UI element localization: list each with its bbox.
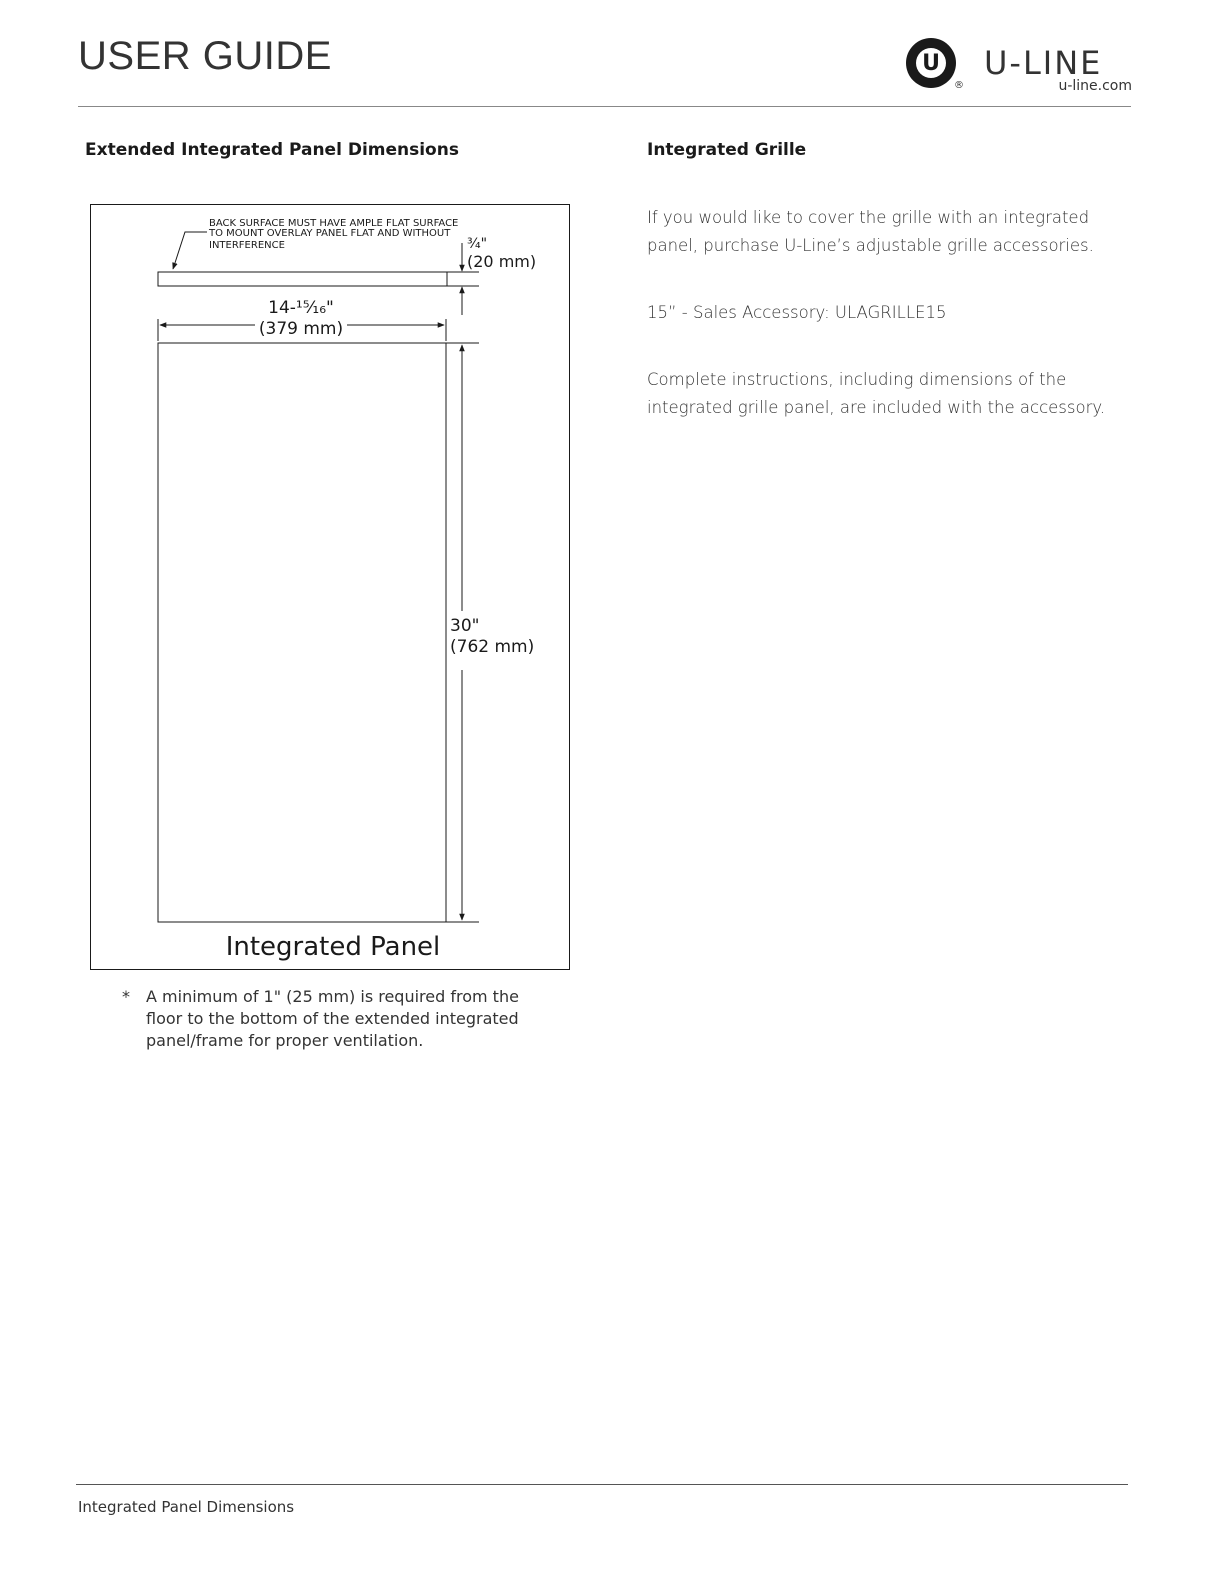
thickness-mm-label: (20 mm) (467, 252, 537, 271)
u-line-logo-icon (906, 38, 956, 88)
width-mm-label: (379 mm) (258, 319, 344, 339)
mounting-note-line-2: TO MOUNT OVERLAY PANEL FLAT AND WITHOUT (209, 228, 451, 239)
mounting-note-line-1: BACK SURFACE MUST HAVE AMPLE FLAT SURFACE (209, 218, 459, 229)
panel-dimension-diagram (91, 205, 569, 969)
brand-url: u-line.com (1058, 78, 1132, 94)
width-inches-label: 14-¹⁵⁄₁₆" (268, 298, 334, 318)
brand-logo (904, 36, 1136, 96)
panel-dimension-figure (90, 204, 570, 970)
logo-letter: U (922, 51, 940, 76)
footer-section-label: Integrated Panel Dimensions (78, 1498, 295, 1516)
footnote-text: A minimum of 1" (25 mm) is required from the floor to the bottom of the extended integrated panel/frame for proper ventilation. (146, 987, 519, 1050)
note-leader-arrow (173, 232, 207, 269)
registered-mark: ® (954, 80, 964, 91)
section-heading-panel-dimensions: Extended Integrated Panel Dimensions (85, 140, 459, 160)
footnote-marker: * (122, 987, 130, 1006)
instructions-paragraph: Complete instructions, including dimensions of the integrated grille panel, are included with the accessory. (647, 370, 1106, 417)
height-mm-label: (762 mm) (450, 637, 535, 657)
header-divider (78, 106, 1131, 107)
grille-intro-paragraph: If you would like to cover the grille with an integrated panel, purchase U-Line’s adjustable grille accessories. (647, 208, 1094, 255)
footer-divider (76, 1484, 1128, 1485)
section-heading-integrated-grille: Integrated Grille (647, 140, 807, 160)
height-inches-label: 30" (450, 616, 480, 636)
panel-top-view (158, 272, 447, 286)
panel-front-view (158, 343, 446, 922)
mounting-note-line-3: INTERFERENCE (209, 240, 285, 251)
thickness-inches-label: ³⁄₄" (467, 236, 488, 252)
document-title: USER GUIDE (78, 34, 332, 78)
brand-name: U-LINE (984, 44, 1103, 82)
sales-accessory-line: 15” - Sales Accessory: ULAGRILLE15 (647, 303, 947, 322)
figure-caption: Integrated Panel (225, 932, 441, 962)
